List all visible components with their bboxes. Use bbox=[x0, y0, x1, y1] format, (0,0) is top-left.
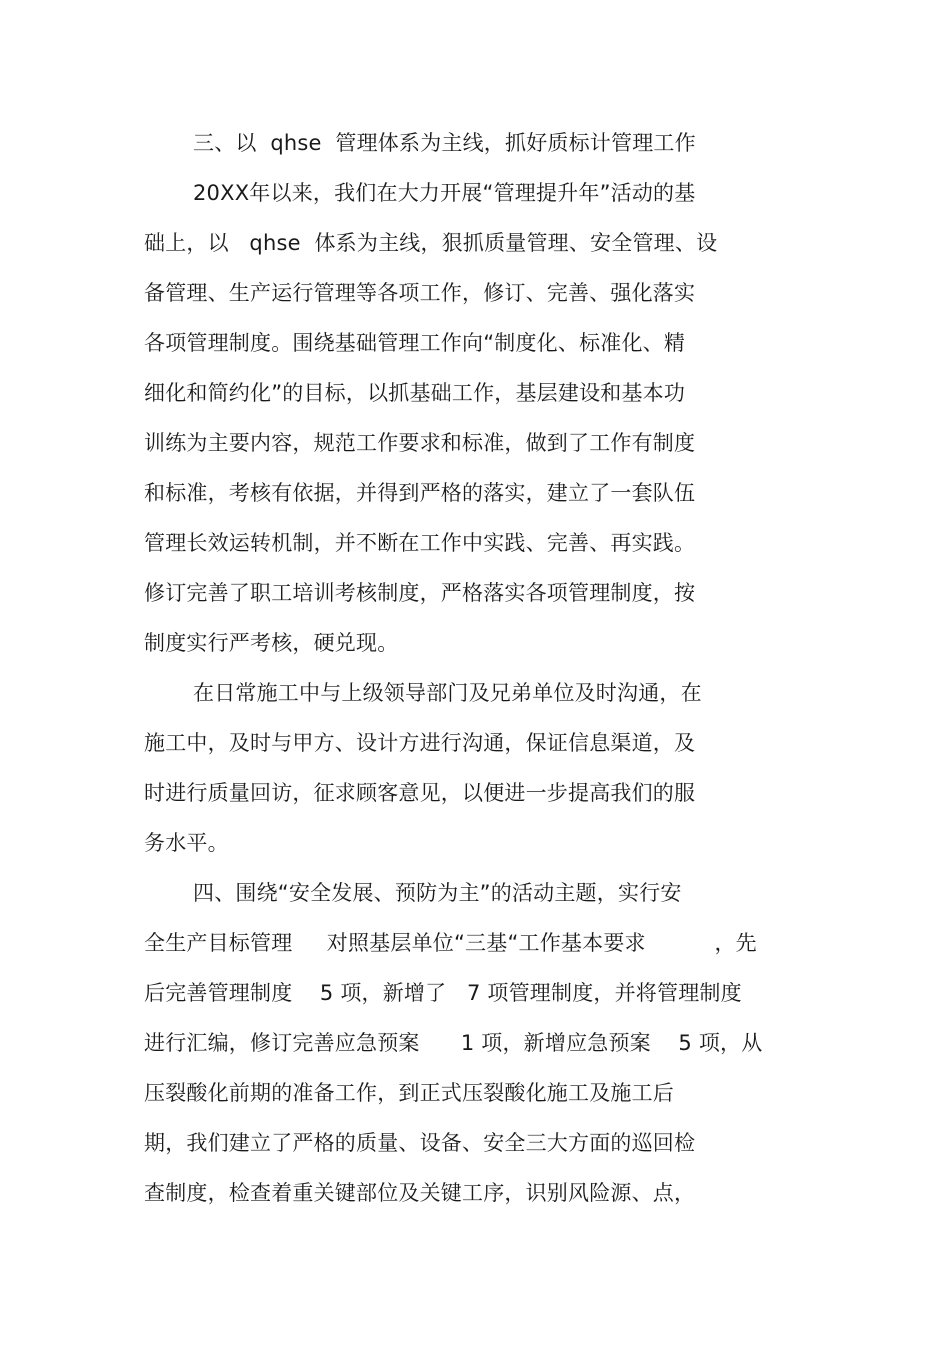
paragraph-line: 和标准，考核有依据，并得到严格的落实，建立了一套队伍 bbox=[144, 481, 696, 505]
paragraph-line: 管理长效运转机制，并不断在工作中实践、完善、再实践。 bbox=[144, 531, 696, 555]
paragraph-line: 期，我们建立了严格的质量、设备、安全三大方面的巡回检 bbox=[144, 1131, 696, 1155]
paragraph-line: 细化和简约化”的目标，以抓基础工作，基层建设和基本功 bbox=[144, 381, 686, 405]
paragraph-line: 备管理、生产运行管理等各项工作，修订、完善、强化落实 bbox=[144, 281, 696, 305]
paragraph-line: 各项管理制度。围绕基础管理工作向“制度化、标准化、精 bbox=[144, 331, 686, 355]
paragraph-line: 压裂酸化前期的准备工作，到正式压裂酸化施工及施工后 bbox=[144, 1081, 674, 1105]
paragraph-line: 后完善管理制度 5 项，新增了 7 项管理制度，并将管理制度 bbox=[144, 981, 742, 1005]
paragraph-line: 务水平。 bbox=[144, 831, 229, 855]
paragraph-line: 施工中，及时与甲方、设计方进行沟通，保证信息渠道，及 bbox=[144, 731, 696, 755]
section-heading-4: 四、围绕“安全发展、预防为主”的活动主题，实行安 bbox=[193, 881, 682, 905]
paragraph-line: 时进行质量回访，征求顾客意见，以便进一步提高我们的服 bbox=[144, 781, 696, 805]
paragraph-line: 20XX年以来，我们在大力开展“管理提升年”活动的基 bbox=[193, 181, 696, 205]
paragraph-line: 础上，以 qhse 体系为主线，狠抓质量管理、安全管理、设 bbox=[144, 231, 718, 255]
paragraph-line: 制度实行严考核，硬兑现。 bbox=[144, 631, 399, 655]
paragraph-line: 进行汇编，修订完善应急预案 1 项，新增应急预案 5 项，从 bbox=[144, 1031, 763, 1055]
paragraph-line: 全生产目标管理 对照基层单位“三基“工作基本要求 ，先 bbox=[144, 931, 757, 955]
section-heading-3: 三、以 qhse 管理体系为主线，抓好质标计管理工作 bbox=[193, 131, 696, 155]
paragraph-line: 修订完善了职工培训考核制度，严格落实各项管理制度，按 bbox=[144, 581, 696, 605]
paragraph-line: 查制度，检查着重关键部位及关键工序，识别风险源、点， bbox=[144, 1181, 696, 1205]
paragraph-line: 在日常施工中与上级领导部门及兄弟单位及时沟通，在 bbox=[193, 681, 702, 705]
paragraph-line: 训练为主要内容，规范工作要求和标准，做到了工作有制度 bbox=[144, 431, 696, 455]
